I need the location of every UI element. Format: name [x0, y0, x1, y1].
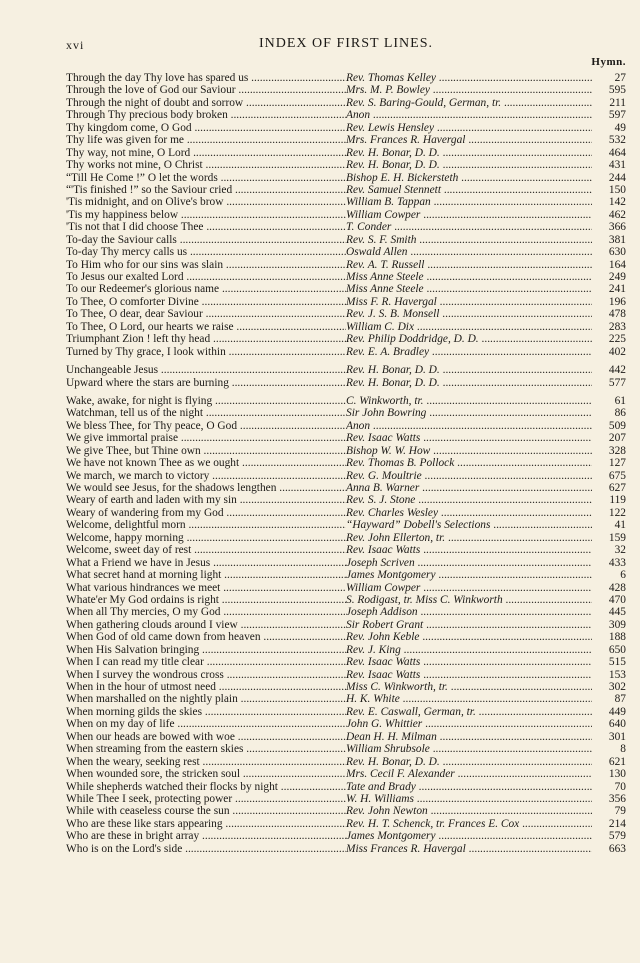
hymn-number: 478 — [608, 308, 626, 321]
hymn-number: 433 — [608, 556, 626, 569]
first-line: Welcome, delightful morn ..... — [66, 519, 346, 531]
hymn-number: 86 — [614, 407, 626, 420]
index-entry — [66, 718, 626, 730]
index-entry — [66, 669, 626, 681]
author: Miss C. Winkworth, tr. ..... — [346, 681, 592, 693]
hymn-number: 130 — [608, 768, 626, 781]
hymn-number: 356 — [608, 792, 626, 805]
first-line: To-day the Saviour calls ..... — [66, 234, 346, 246]
hymn-number: 579 — [608, 830, 626, 843]
first-line: While with ceaseless course the sun ..... — [66, 805, 346, 817]
first-line: When God of old came down from heaven ..... — [66, 631, 346, 643]
first-line: 'Tis not that I did choose Thee ..... — [66, 221, 346, 233]
index-entry — [66, 271, 626, 283]
index-entry — [66, 72, 626, 84]
index-entry — [66, 706, 626, 718]
hymn-number: 449 — [608, 705, 626, 718]
first-line: Whate'er My God ordains is right ..... — [66, 594, 346, 606]
index-entry — [66, 731, 626, 743]
author: Rev. Samuel Stennett ..... — [346, 184, 592, 196]
hymn-number: 663 — [608, 842, 626, 855]
index-entry — [66, 196, 626, 208]
page-title: INDEX OF FIRST LINES. — [259, 36, 433, 51]
author: Tate and Brady ..... — [346, 781, 592, 793]
author: Rev. H. Bonar, D. D. ..... — [346, 159, 592, 171]
first-line: We give Thee, but Thine own ..... — [66, 445, 346, 457]
hymn-number: 464 — [608, 146, 626, 159]
index-entry — [66, 308, 626, 320]
index-entry — [66, 631, 626, 643]
hymn-number: 122 — [608, 506, 626, 519]
index-entry — [66, 656, 626, 668]
hymn-number: 431 — [608, 159, 626, 172]
author: Rev. Isaac Watts ..... — [346, 656, 592, 668]
author: William C. Dix ..... — [346, 321, 592, 333]
index-entry — [66, 122, 626, 134]
author: S. Rodigast, tr. Miss C. Winkworth ..... — [346, 594, 592, 606]
hymn-number: 241 — [608, 283, 626, 296]
author: Rev. John Ellerton, tr. ..... — [346, 532, 592, 544]
first-line: “Till He Come !” O let the words ..... — [66, 172, 346, 184]
hymn-number: 87 — [614, 693, 626, 706]
first-line: When all Thy mercies, O my God ..... — [66, 606, 346, 618]
hymn-number: 159 — [608, 531, 626, 544]
hymn-number: 445 — [608, 606, 626, 619]
author: T. Conder ..... — [346, 221, 592, 233]
first-line: While shepherds watched their flocks by night ..... — [66, 781, 346, 793]
index-group — [66, 72, 626, 358]
author: Rev. G. Moultrie ..... — [346, 470, 592, 482]
index-entry — [66, 781, 626, 793]
first-line: We would see Jesus, for the shadows lengthen ..... — [66, 482, 346, 494]
hymn-number: 515 — [608, 656, 626, 669]
author: Rev. H. T. Schenck, tr. Frances E. Cox ..... — [346, 818, 592, 830]
first-line: We have not known Thee as we ought ..... — [66, 457, 346, 469]
hymn-number: 650 — [608, 643, 626, 656]
author: Oswald Allen ..... — [346, 246, 592, 258]
page-header — [66, 36, 626, 54]
index-entry — [66, 743, 626, 755]
author: Rev. J. King ..... — [346, 644, 592, 656]
index-entry — [66, 333, 626, 345]
author: James Montgomery ..... — [346, 569, 592, 581]
first-line: When I can read my title clear ..... — [66, 656, 346, 668]
index-entry — [66, 159, 626, 171]
hymn-number: 153 — [608, 668, 626, 681]
hymn-number: 366 — [608, 221, 626, 234]
index-entry — [66, 147, 626, 159]
hymn-number: 70 — [614, 780, 626, 793]
index-entry — [66, 830, 626, 842]
index-entry — [66, 756, 626, 768]
author: Mrs. M. P. Bowley ..... — [346, 84, 592, 96]
index-entry — [66, 457, 626, 469]
first-line: When in the hour of utmost need ..... — [66, 681, 346, 693]
author: Rev. Philip Doddridge, D. D. ..... — [346, 333, 592, 345]
first-line: When I survey the wondrous cross ..... — [66, 669, 346, 681]
first-line: Triumphant Zion ! left thy head ..... — [66, 333, 346, 345]
author: Bishop E. H. Bickersteth ..... — [346, 172, 592, 184]
hymn-number: 577 — [608, 376, 626, 389]
index-entry — [66, 109, 626, 121]
first-line: When on my day of life ..... — [66, 718, 346, 730]
hymn-number: 61 — [614, 394, 626, 407]
first-line: Welcome, happy morning ..... — [66, 532, 346, 544]
first-line: When the weary, seeking rest ..... — [66, 756, 346, 768]
index-entry — [66, 283, 626, 295]
index-entry — [66, 97, 626, 109]
first-line: Thy life was given for me ..... — [66, 134, 346, 146]
hymn-number: 188 — [608, 631, 626, 644]
hymn-number: 127 — [608, 457, 626, 470]
hymn-number: 79 — [614, 805, 626, 818]
author: Rev. E. Caswall, German, tr. ..... — [346, 706, 592, 718]
author: Rev. Isaac Watts ..... — [346, 669, 592, 681]
hymn-number: 283 — [608, 320, 626, 333]
author: Miss F. R. Havergal ..... — [346, 296, 592, 308]
hymn-number: 164 — [608, 258, 626, 271]
index-entry — [66, 296, 626, 308]
hymn-number: 214 — [608, 817, 626, 830]
index-entry — [66, 594, 626, 606]
hymn-number: 621 — [608, 755, 626, 768]
index-entry — [66, 377, 626, 389]
hymn-number: 150 — [608, 183, 626, 196]
author: Rev. John Newton ..... — [346, 805, 592, 817]
index-entry — [66, 793, 626, 805]
first-line: When marshalled on the nightly plain ..... — [66, 693, 346, 705]
author: Rev. Thomas Kelley ..... — [346, 72, 592, 84]
index-entry — [66, 768, 626, 780]
author: Rev. Charles Wesley ..... — [346, 507, 592, 519]
index-entry — [66, 134, 626, 146]
author: Rev. A. T. Russell ..... — [346, 259, 592, 271]
author: William Cowper ..... — [346, 209, 592, 221]
hymn-number: 41 — [614, 519, 626, 532]
index-entry — [66, 420, 626, 432]
author: John G. Whittier ..... — [346, 718, 592, 730]
first-line: When His Salvation bringing ..... — [66, 644, 346, 656]
author: Rev. S. F. Smith ..... — [346, 234, 592, 246]
author: Bishop W. W. How ..... — [346, 445, 592, 457]
author: W. H. Williams ..... — [346, 793, 592, 805]
hymn-number: 462 — [608, 208, 626, 221]
index-entry — [66, 221, 626, 233]
page-number: xvi — [66, 38, 85, 52]
index-entry — [66, 321, 626, 333]
index-entry — [66, 172, 626, 184]
hymn-number: 597 — [608, 109, 626, 122]
hymn-number: 675 — [608, 469, 626, 482]
hymn-number: 640 — [608, 718, 626, 731]
hymn-column-label: Hymn. — [591, 56, 626, 68]
index-entry — [66, 246, 626, 258]
author: Anna B. Warner ..... — [346, 482, 592, 494]
hymn-number: 301 — [608, 730, 626, 743]
hymn-number: 142 — [608, 196, 626, 209]
index-entry — [66, 532, 626, 544]
first-line: “'Tis finished !” so the Saviour cried ..... — [66, 184, 346, 196]
hymn-number: 627 — [608, 482, 626, 494]
author: Rev. H. Bonar, D. D. ..... — [346, 147, 592, 159]
hymn-number: 211 — [609, 96, 626, 109]
first-line: What secret hand at morning light ..... — [66, 569, 346, 581]
hymn-number: 207 — [608, 432, 626, 445]
first-line: What various hindrances we meet ..... — [66, 582, 346, 594]
first-line: We march, we march to victory ..... — [66, 470, 346, 482]
first-line: Who are these in bright array ..... — [66, 830, 346, 842]
first-line: To Thee, O Lord, our hearts we raise ..... — [66, 321, 346, 333]
first-line: 'Tis midnight, and on Olive's brow ..... — [66, 196, 346, 208]
author: Rev. J. S. B. Monsell ..... — [346, 308, 592, 320]
author: James Montgomery ..... — [346, 830, 592, 842]
index-entry — [66, 364, 626, 376]
first-line: What a Friend we have in Jesus ..... — [66, 557, 346, 569]
index-entry — [66, 84, 626, 96]
index-entry — [66, 407, 626, 419]
index-entry — [66, 445, 626, 457]
hymn-number: 225 — [608, 333, 626, 346]
author: Sir Robert Grant ..... — [346, 619, 592, 631]
author: Mrs. Frances R. Havergal ..... — [346, 134, 592, 146]
author: Joseph Addison ..... — [346, 606, 592, 618]
author: Anon ..... — [346, 420, 592, 432]
first-line: Thy way, not mine, O Lord ..... — [66, 147, 346, 159]
index-group — [66, 364, 626, 389]
author: Dean H. H. Milman ..... — [346, 731, 592, 743]
first-line: Unchangeable Jesus ..... — [66, 364, 346, 376]
index-entry — [66, 693, 626, 705]
hymn-number: 6 — [620, 569, 626, 582]
index-entry — [66, 259, 626, 271]
author: Miss Frances R. Havergal ..... — [346, 843, 592, 855]
index-entry — [66, 494, 626, 506]
first-line: When gathering clouds around I view ..... — [66, 619, 346, 631]
first-line: Upward where the stars are burning ..... — [66, 377, 346, 389]
index-entry — [66, 346, 626, 358]
hymn-number: 49 — [614, 121, 626, 134]
author: Sir John Bowring ..... — [346, 407, 592, 419]
index-entry — [66, 606, 626, 618]
first-line: Through the night of doubt and sorrow ..... — [66, 97, 346, 109]
index-entry — [66, 557, 626, 569]
author: William Cowper ..... — [346, 582, 592, 594]
first-line: Through the love of God our Saviour ..... — [66, 84, 346, 96]
index-entry — [66, 644, 626, 656]
first-line: While Thee I seek, protecting power ..... — [66, 793, 346, 805]
first-line: Welcome, sweet day of rest ..... — [66, 544, 346, 556]
hymn-number: 402 — [608, 345, 626, 358]
first-line: Through the day Thy love has spared us ..... — [66, 72, 346, 84]
hymn-number: 328 — [608, 444, 626, 457]
hymn-number: 119 — [609, 494, 626, 507]
first-line: We give immortal praise ..... — [66, 432, 346, 444]
index-group — [66, 395, 626, 855]
author: Rev. S. Baring-Gould, German, tr. ..... — [346, 97, 592, 109]
index-entry — [66, 507, 626, 519]
hymn-number: 595 — [608, 84, 626, 97]
index-entry — [66, 234, 626, 246]
first-line: Who are these like stars appearing ..... — [66, 818, 346, 830]
hymn-number: 8 — [620, 743, 626, 756]
author: “Hayward” Dobell's Selections ..... — [346, 519, 592, 531]
first-line: We bless Thee, for Thy peace, O God ..... — [66, 420, 346, 432]
index-entry — [66, 619, 626, 631]
author: Mrs. Cecil F. Alexander ..... — [346, 768, 592, 780]
first-line: Wake, awake, for night is flying ..... — [66, 395, 346, 407]
index-entry — [66, 184, 626, 196]
author: Miss Anne Steele ..... — [346, 283, 592, 295]
author: Miss Anne Steele ..... — [346, 271, 592, 283]
hymn-number: 470 — [608, 593, 626, 606]
first-line: Watchman, tell us of the night ..... — [66, 407, 346, 419]
first-line: To Thee, O dear, dear Saviour ..... — [66, 308, 346, 320]
first-line: To Thee, O comforter Divine ..... — [66, 296, 346, 308]
index-entry — [66, 805, 626, 817]
first-line: Turned by Thy grace, I look within ..... — [66, 346, 346, 358]
first-line: 'Tis my happiness below ..... — [66, 209, 346, 221]
author: H. K. White ..... — [346, 693, 592, 705]
hymn-number: 630 — [608, 246, 626, 259]
author: Anon ..... — [346, 109, 592, 121]
first-line: When streaming from the eastern skies ..... — [66, 743, 346, 755]
author: Rev. H. Bonar, D. D. ..... — [346, 364, 592, 376]
index-entry — [66, 569, 626, 581]
author: Rev. S. J. Stone ..... — [346, 494, 592, 506]
index-entry — [66, 470, 626, 482]
hymn-number: 244 — [608, 171, 626, 184]
first-line: Weary of wandering from my God ..... — [66, 507, 346, 519]
first-line: To-day Thy mercy calls us ..... — [66, 246, 346, 258]
first-line: To our Redeemer's glorious name ..... — [66, 283, 346, 295]
index-entry — [66, 432, 626, 444]
index-entry — [66, 544, 626, 556]
hymn-number: 27 — [614, 72, 626, 84]
hymn-number: 428 — [608, 581, 626, 594]
hymn-number: 32 — [614, 544, 626, 557]
index-list — [66, 72, 626, 855]
author: Rev. John Keble ..... — [346, 631, 592, 643]
hymn-number: 196 — [608, 295, 626, 308]
index-entry — [66, 209, 626, 221]
index-entry — [66, 519, 626, 531]
index-entry — [66, 681, 626, 693]
author: William B. Tappan ..... — [346, 196, 592, 208]
first-line: Thy works not mine, O Christ ..... — [66, 159, 346, 171]
hymn-number: 532 — [608, 134, 626, 147]
first-line: To Him who for our sins was slain ..... — [66, 259, 346, 271]
first-line: To Jesus our exalted Lord ..... — [66, 271, 346, 283]
first-line: Through Thy precious body broken ..... — [66, 109, 346, 121]
first-line: Who is on the Lord's side ..... — [66, 843, 346, 855]
hymn-number: 442 — [608, 364, 626, 377]
index-entry — [66, 482, 626, 494]
hymn-number: 381 — [608, 233, 626, 246]
first-line: Weary of earth and laden with my sin ..... — [66, 494, 346, 506]
author: C. Winkworth, tr. ..... — [346, 395, 592, 407]
hymn-number: 249 — [608, 271, 626, 283]
first-line: When morning gilds the skies ..... — [66, 706, 346, 718]
author: Rev. H. Bonar, D. D. ..... — [346, 377, 592, 389]
author: Rev. Isaac Watts ..... — [346, 432, 592, 444]
author: Rev. E. A. Bradley ..... — [346, 346, 592, 358]
author: William Shrubsole ..... — [346, 743, 592, 755]
author: Rev. H. Bonar, D. D. ..... — [346, 756, 592, 768]
first-line: When wounded sore, the stricken soul ..... — [66, 768, 346, 780]
first-line: When our heads are bowed with woe ..... — [66, 731, 346, 743]
hymn-number: 302 — [608, 681, 626, 693]
author: Rev. Lewis Hensley ..... — [346, 122, 592, 134]
author: Joseph Scriven ..... — [346, 557, 592, 569]
author: Rev. Thomas B. Pollock ..... — [346, 457, 592, 469]
index-entry — [66, 582, 626, 594]
first-line: Thy kingdom come, O God ..... — [66, 122, 346, 134]
index-entry — [66, 843, 626, 855]
index-entry — [66, 395, 626, 407]
hymn-number: 309 — [608, 618, 626, 631]
hymn-number: 509 — [608, 419, 626, 432]
author: Rev. Isaac Watts ..... — [346, 544, 592, 556]
index-entry — [66, 818, 626, 830]
